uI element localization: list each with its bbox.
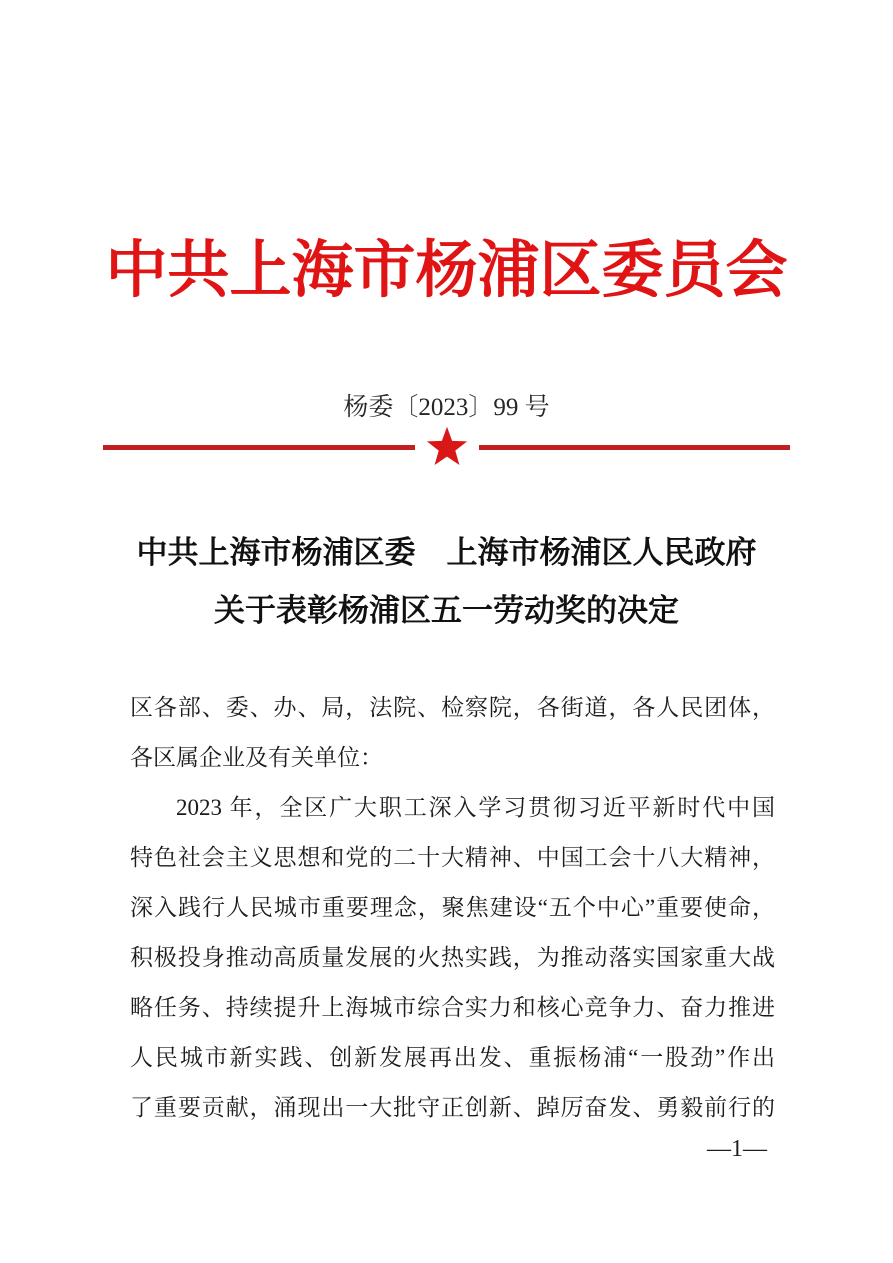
body-line: 区各部、委、办、局，法院、检察院，各街道，各人民团体， (130, 695, 775, 720)
body-line: 特色社会主义思想和党的二十大精神、中国工会十八大精神， (130, 845, 775, 870)
page-number: —1— (707, 1136, 767, 1162)
body-line: 各区属企业及有关单位： (130, 745, 383, 770)
red-star-icon (425, 424, 469, 470)
red-divider-line-right (479, 445, 791, 450)
red-divider (103, 424, 790, 470)
body-line: 略任务、持续提升上海城市综合实力和核心竞争力、奋力推进 (130, 995, 775, 1020)
body-line: 深入践行人民城市重要理念，聚焦建设“五个中心”重要使命， (130, 895, 775, 920)
document-title-line-2: 关于表彰杨浦区五一劳动奖的决定 (214, 593, 679, 628)
document-title-line-1: 中共上海市杨浦区委 上海市杨浦区人民政府 (136, 535, 757, 570)
doc-number: 杨委〔2023〕99 号 (343, 394, 550, 421)
body-line: 人民城市新实践、创新发展再出发、重振杨浦“一股劲”作出 (130, 1045, 775, 1070)
document-title (0, 524, 893, 640)
document-body (0, 683, 893, 1133)
body-line: 积极投身推动高质量发展的火热实践，为推动落实国家重大战 (130, 945, 775, 970)
red-divider-line-left (103, 445, 415, 450)
body-line: 2023 年，全区广大职工深入学习贯彻习近平新时代中国 (176, 795, 775, 820)
body-line: 了重要贡献，涌现出一大批守正创新、踔厉奋发、勇毅前行的 (130, 1095, 775, 1120)
letterhead-org-name: 中共上海市杨浦区委员会 (105, 237, 788, 305)
